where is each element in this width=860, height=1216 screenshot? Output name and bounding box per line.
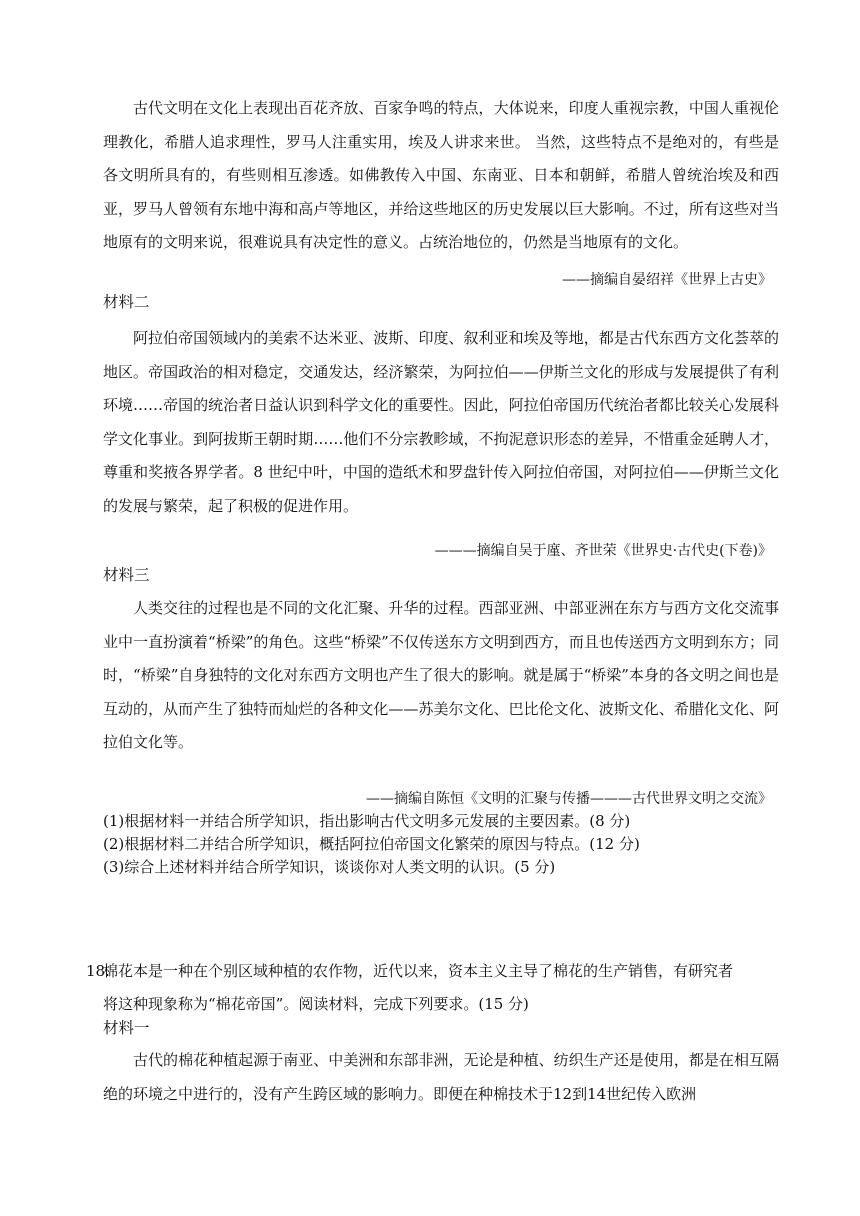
question-1: (1)根据材料一并结合所学知识，指出影响古代文明多元发展的主要因素。(8 分)	[103, 812, 631, 830]
material2-label: 材料二	[103, 293, 150, 311]
question-2: (2)根据材料二并结合所学知识，概括阿拉伯帝国文化繁荣的原因与特点。(12 分)	[103, 835, 640, 853]
material2-paragraph: 阿拉伯帝国领域内的美索不达米亚、波斯、印度、叙利亚和埃及等地，都是古代东西方文化荟萃的地区。帝国政治的相对稳定，交通发达，经济繁荣，为阿拉伯——伊斯兰文化的形成与发展提供了有利环境……帝国的统治者日益认识到科学文化的重要性。因此，阿拉伯帝国历代统治者都比较关心发展科学文化事业。到阿拔斯王朝时期……他们不分宗教畛域，不拘泥意识形态的差异，不惜重金延聘人才，尊重和奖掖各界学者。8 世纪中叶，中国的造纸术和罗盘针传入阿拉伯帝国，对阿拉伯——伊斯兰文化的发展与繁荣，起了积极的促进作用。	[103, 329, 779, 515]
material2-source: ———摘编自吴于廑、齐世荣《世界史·古代史(下卷)》	[434, 543, 772, 559]
q18-material1-label: 材料一	[103, 1019, 150, 1037]
question-18-line2: 将这种现象称为“棉花帝国”。阅读材料，完成下列要求。(15 分)	[103, 995, 529, 1013]
material3-paragraph: 人类交往的过程也是不同的文化汇聚、升华的过程。西部亚洲、中部亚洲在东方与西方文化交流事业中一直扮演着“桥梁”的角色。这些“桥梁”不仅传送东方文明到西方，而且也传送西方文明到东方；同时，“桥梁”自身独特的文化对东西方文明也产生了很大的影响。就是属于“桥梁”本身的各文明之间也是互动的，从而产生了独特而灿烂的各种文化——苏美尔文化、巴比伦文化、波斯文化、希腊化文化、阿拉伯文化等。	[103, 599, 779, 751]
q18-material1-paragraph: 古代的棉花种植起源于南亚、中美洲和东部非洲，无论是种植、纺织生产还是使用，都是在相互隔绝的环境之中进行的，没有产生跨区域的影响力。即便在种棉技术于12到14世纪传入欧洲	[103, 1051, 779, 1103]
question-18-number: 18.	[86, 962, 110, 980]
material1-paragraph: 古代文明在文化上表现出百花齐放、百家争鸣的特点，大体说来，印度人重视宗教，中国人重视伦理教化，希腊人追求理性，罗马人注重实用，埃及人讲求来世。 当然，这些特点不是绝对的，有些是各文明所具有的，有些则相互渗透。如佛教传入中国、东南亚、日本和朝鲜，希腊人曾统治埃及和西亚，罗马人曾领有东地中海和高卢等地区，并给这些地区的历史发展以巨大影响。不过，所有这些对当地原有的文明来说，很难说具有决定性的意义。占统治地位的，仍然是当地原有的文化。	[103, 99, 779, 251]
material3-source: ——摘编自陈恒《文明的汇聚与传播———古代世界文明之交流》	[366, 791, 772, 807]
material1-source: ——摘编自晏绍祥《世界上古史》	[562, 272, 772, 288]
question-3: (3)综合上述材料并结合所学知识，谈谈你对人类文明的认识。(5 分)	[103, 858, 556, 876]
question-18-stem	[86, 955, 780, 1021]
question-18-line1: 棉花本是一种在个别区域种植的农作物，近代以来，资本主义主导了棉花的生产销售，有研究者	[103, 962, 734, 980]
material3-label: 材料三	[103, 566, 150, 584]
